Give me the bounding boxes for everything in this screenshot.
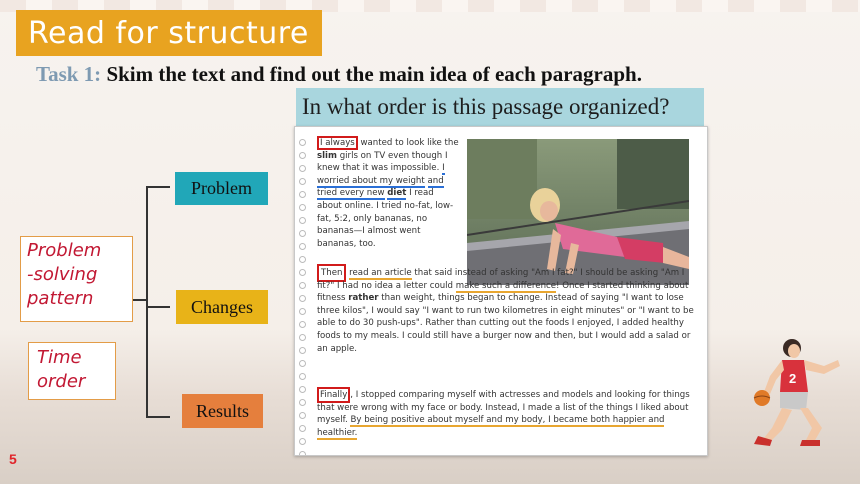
p2-text-d: ! Once I started thinking about fitness <box>317 280 689 304</box>
marker-box-always: I always <box>317 136 358 150</box>
p1-text-b: girls on TV even though I knew that it was impossible. <box>317 150 448 174</box>
problem-solving-pattern-note <box>20 236 133 322</box>
p2-underline-article: read an article <box>349 268 412 278</box>
problem-text: Problem <box>191 178 252 198</box>
passage-document <box>294 126 708 456</box>
changes-text: Changes <box>191 296 253 317</box>
p2-underline-difference: make such a difference <box>455 280 557 291</box>
p3-underline-conclusion: By being positive about myself and my body, I became both happier and healthier. <box>317 415 665 438</box>
paragraph-1 <box>317 137 461 250</box>
structure-bracket <box>146 186 170 418</box>
p2-text-e: than weight, things began to change. Instead of saying "I want to lose three kilos", I would say "I want to run two kilometres in eight minutes" or "I want to be able to do 30 push-ups". Rather than cutting out the foods I enjoyed, I added healthy foods to my meals. I could still have a burger now and then, but I would add a salad or an apple. <box>317 293 694 354</box>
basketball-player-icon <box>742 336 846 448</box>
p1-text-d: and tried every new <box>317 175 444 199</box>
p2-text-b: that said instead of asking "Am I fat?" I should be asking "Am I fit?" I had no idea a letter could <box>317 268 685 291</box>
woman-push-up-photo <box>467 139 689 285</box>
pattern-line-1: Problem <box>27 240 102 261</box>
question-banner <box>296 88 704 126</box>
pattern-connector <box>133 299 146 301</box>
paragraph-3 <box>317 389 695 439</box>
p1-underline-weight: I worried about my weight <box>317 163 445 186</box>
time-order-note <box>28 342 116 400</box>
p1-text-e: I read about online. I tried no-fat, low-fat, 5:2, only bananas, no bananas—I almost went bananas, too. <box>317 188 454 249</box>
paragraph-2 <box>317 267 695 355</box>
jersey-number: 2 <box>789 371 797 386</box>
task-label: Task 1: <box>36 62 102 86</box>
question-text: In what order is this passage organized? <box>302 94 670 119</box>
pattern-line-3: pattern <box>27 288 94 309</box>
p1-text-a: wanted to look like the <box>360 138 459 148</box>
p1-bold-diet: diet <box>387 188 407 199</box>
pattern-line-2: -solving <box>27 264 98 285</box>
task-text: Skim the text and find out the main idea of each paragraph. <box>106 62 642 86</box>
p3-text-a: , I stopped comparing myself with actresses and models and looking for things that were wrong with my face or body. Instead, I made a list of the things I liked about myself. <box>317 390 690 426</box>
p1-bold-slim: slim <box>317 150 337 161</box>
task-instruction <box>36 62 642 87</box>
results-text: Results <box>195 400 249 421</box>
marker-box-finally: Finally <box>317 387 350 403</box>
slide-title-box <box>16 10 322 56</box>
changes-connector <box>146 306 170 308</box>
problem-label <box>175 172 268 205</box>
time-line-1: Time <box>37 347 82 368</box>
results-label <box>182 394 263 428</box>
changes-label <box>176 290 268 324</box>
slide-title: Read for structure <box>28 15 309 51</box>
time-line-2: order <box>37 371 86 392</box>
page-number: 5 <box>9 451 17 467</box>
marker-box-then: Then <box>317 264 346 282</box>
p2-bold-rather: rather <box>348 293 379 304</box>
binder-holes <box>298 139 310 456</box>
